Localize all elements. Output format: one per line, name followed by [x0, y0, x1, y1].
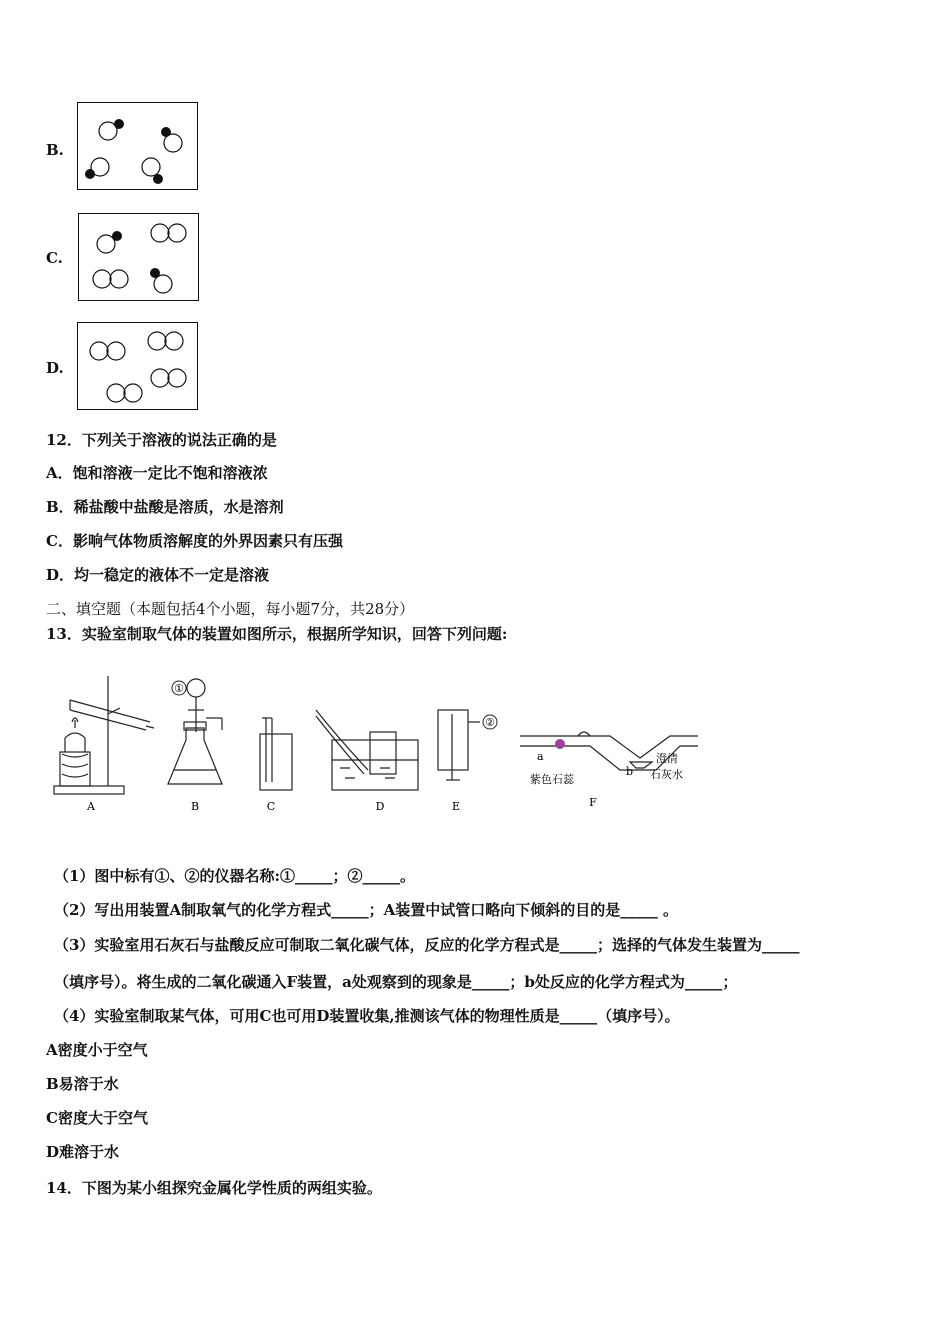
- label-B: B: [190, 800, 200, 813]
- litmus-dot: [555, 739, 565, 749]
- limewater-label-2: 石灰水: [650, 768, 683, 781]
- option-label-c: C.: [46, 249, 63, 267]
- litmus-label: 紫色石蕊: [530, 773, 574, 786]
- q12-stem: 12．下列关于溶液的说法正确的是: [46, 431, 277, 449]
- q13-part-3: （3）实验室用石灰石与盐酸反应可制取二氧化碳气体，反应的化学方程式是_____；选择的气体发生装置为_____: [54, 936, 800, 954]
- q14-stem: 14．下图为某小组探究金属化学性质的两组实验。: [46, 1179, 382, 1197]
- section-heading: 二、填空题（本题包括4个小题，每小题7分，共28分）: [46, 600, 415, 618]
- q13-part-1: （1）图中标有①、②的仪器名称:①_____；②_____。: [54, 867, 415, 885]
- molecule-diagram-c: [78, 213, 199, 301]
- label-F: F: [589, 796, 597, 809]
- q13-choice-b: B易溶于水: [46, 1075, 119, 1093]
- label-a: a: [537, 750, 544, 763]
- q12-option-d: D．均一稳定的液体不一定是溶液: [46, 566, 270, 584]
- q13-choice-d: D难溶于水: [46, 1143, 120, 1161]
- mark-2: ②: [485, 716, 495, 729]
- q13-part-3-cont: （填序号）。将生成的二氧化碳通入F装置，a处观察到的现象是_____；b处反应的化学方程式为_____；: [54, 973, 738, 991]
- option-label-b: B.: [46, 141, 64, 159]
- label-D: D: [375, 800, 385, 813]
- lab-apparatus-figure: [50, 670, 710, 820]
- stand-base: [54, 786, 124, 794]
- label-b: b: [626, 765, 634, 778]
- q12-option-a: A．饱和溶液一定比不饱和溶液浓: [46, 464, 268, 482]
- option-label-d: D.: [46, 359, 64, 377]
- molecule-diagram-d: [77, 322, 198, 410]
- molecule-diagram-b: [77, 102, 198, 190]
- q12-option-b: B．稀盐酸中盐酸是溶质，水是溶剂: [46, 498, 284, 516]
- label-E: E: [451, 800, 461, 813]
- q12-option-c: C．影响气体物质溶解度的外界因素只有压强: [46, 532, 343, 550]
- limewater-label-1: 澄清: [656, 752, 678, 765]
- q13-part-4: （4）实验室制取某气体，可用C也可用D装置收集,推测该气体的物理性质是_____（填序号）。: [54, 1007, 680, 1025]
- q13-choice-a: A密度小于空气: [46, 1041, 148, 1059]
- q13-stem: 13．实验室制取气体的装置如图所示，根据所学知识，回答下列问题:: [46, 625, 508, 643]
- label-C: C: [266, 800, 276, 813]
- label-A: A: [87, 800, 95, 813]
- mark-1: ①: [174, 682, 184, 695]
- q13-part-2: （2）写出用装置A制取氧气的化学方程式_____；A装置中试管口略向下倾斜的目的是_____ 。: [54, 901, 678, 919]
- q13-choice-c: C密度大于空气: [46, 1109, 148, 1127]
